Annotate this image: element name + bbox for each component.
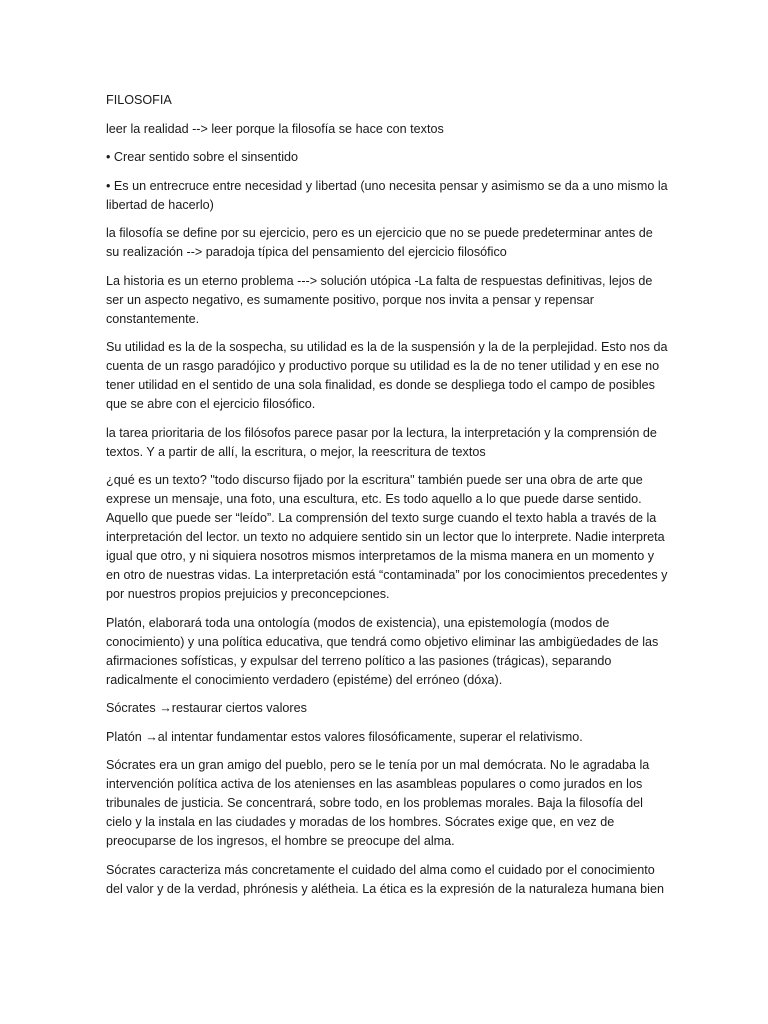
bullet-1: • Crear sentido sobre el sinsentido xyxy=(106,150,299,164)
paragraph-1: leer la realidad --> leer porque la filosofía se hace con textos xyxy=(106,121,444,136)
paragraph-10: Sócrates era un gran amigo del pueblo, pero se le tenía por un mal demócrata. No le agradaba la intervención política activa de los atenienses en las asambleas populares o como jurados en los tribunales de justicia. Se concentrará, sobre todo, en los problemas morales. Baja la filosofía del cielo y la instala en las ciudades y moradas de los hombres. Sócrates exige que, en vez de preocuparse de los ingresos, el hombre se preocupe del alma. xyxy=(106,758,650,848)
paragraph-7: Platón, elaborará toda una ontología (modos de existencia), una epistemología (modos de conocimiento) y una política educativa, que tendrá como objetivo eliminar las ambigüedades de las afirmaciones sofísticas, y expulsar del terreno político a las pasiones (trágicas), separando radicalmente el conocimiento verdadero (epistéme) del erróneo (dóxa). xyxy=(106,615,659,687)
bullet-2: • Es un entrecruce entre necesidad y libertad (uno necesita pensar y asimismo se da a uno mismo la libertad de hacerlo) xyxy=(106,178,668,212)
paragraph-2: la filosofía se define por su ejercicio, pero es un ejercicio que no se puede predeterminar antes de su realización --> paradoja típica del pensamiento del ejercicio filosófico xyxy=(106,226,653,259)
paragraph-4: Su utilidad es la de la sospecha, su utilidad es la de la suspensión y la de la perplejidad. Esto nos da cuenta de un rasgo paradójico y productivo porque su utilidad es la de no tener utilidad y en ese no tener utilidad en el sentido de una sola finalidad, es donde se despliega todo el campo de posibles que se abre con el ejercicio filosófico. xyxy=(106,340,668,411)
paragraph-8: Sócrates →restaurar ciertos valores xyxy=(106,701,307,715)
paragraph-5: la tarea prioritaria de los filósofos parece pasar por la lectura, la interpretación y la comprensión de textos. Y a partir de allí, la escritura, o mejor, la reescritura de textos xyxy=(106,425,657,459)
document-title: FILOSOFIA xyxy=(106,93,172,107)
paragraph-11: Sócrates caracteriza más concretamente el cuidado del alma como el cuidado por el conocimiento del valor y de la verdad, phrónesis y alétheia. La ética es la expresión de la naturaleza humana bien xyxy=(106,862,664,896)
paragraph-9: Platón →al intentar fundamentar estos valores filosóficamente, superar el relativismo. xyxy=(106,729,583,744)
paragraph-3: La historia es un eterno problema ---> solución utópica -La falta de respuestas definitivas, lejos de ser un aspecto negativo, es sumamente positivo, porque nos invita a pensar y repensar constantemente. xyxy=(106,273,653,326)
paragraph-6: ¿qué es un texto? "todo discurso fijado por la escritura" también puede ser una obra de arte que exprese un mensaje, una foto, una escultura, etc. Es todo aquello a lo que puede darse sentido. Aquello que puede ser “leído”. La comprensión del texto surge cuando el texto habla a través de la interpretación del lector. un texto no adquiere sentido sin un lector que lo interprete. Nadie interpreta igual que otro, y ni siquiera nosotros mismos interpretamos de la misma manera en un momento y en otro de nuestras vidas. La interpretación está “contaminada” por los conocimientos precedentes y por nuestros propios prejuicios y preconcepciones. xyxy=(106,473,668,601)
